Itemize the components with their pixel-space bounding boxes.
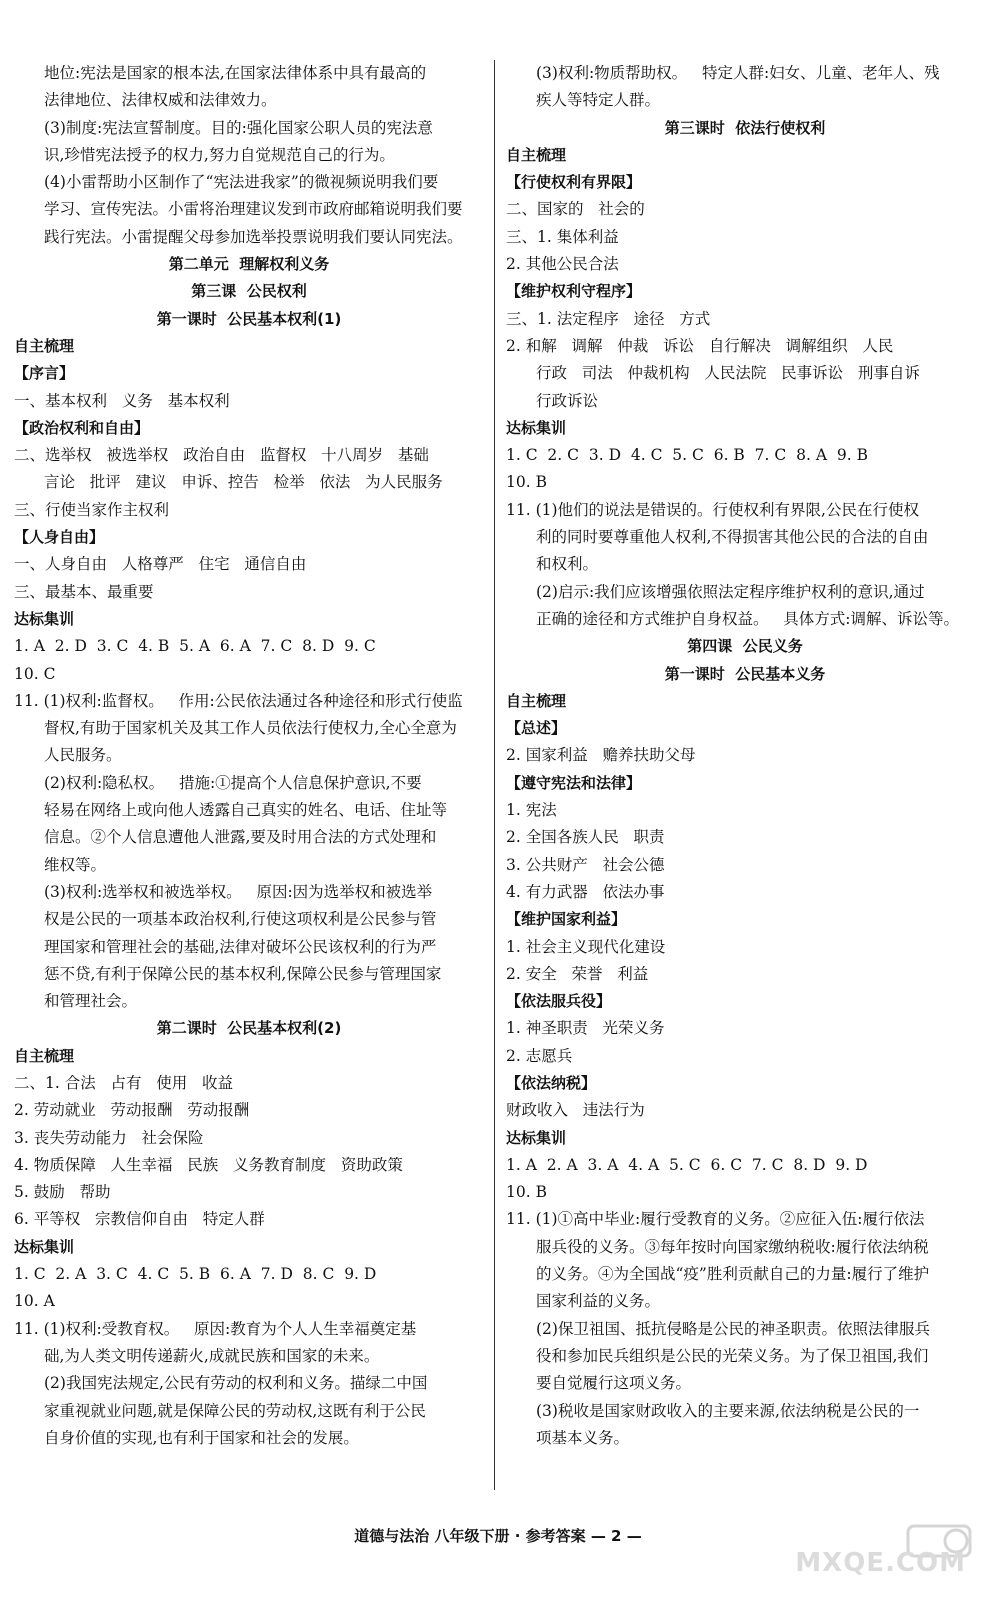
text-line: 三、1. 集体利益 (506, 227, 619, 246)
text-line: (2)保卫祖国、抵抗侵略是公民的神圣职责。依照法律服兵 (536, 1319, 930, 1338)
subheading: 达标集训 (14, 1237, 75, 1256)
text-line: 二、1. 合法 占有 使用 收益 (14, 1073, 234, 1092)
text-line: 行政诉讼 (536, 391, 599, 410)
text-line: 识,珍惜宪法授予的权力,努力自觉规范自己的行为。 (44, 145, 395, 164)
text-line: 家重视就业问题,就是保障公民的劳动权,这既有利于公民 (44, 1401, 426, 1420)
watermark-logo (795, 1524, 978, 1586)
text-line: 5. 鼓励 帮助 (14, 1183, 111, 1202)
subheading: 【维护权利守程序】 (506, 282, 642, 301)
text-line: 二、国家的 社会的 (506, 200, 645, 219)
text-line: 2. 国家利益 赡养扶助父母 (506, 746, 696, 765)
text-line: 信息。②个人信息遭他人泄露,要及时用合法的方式处理和 (44, 828, 437, 847)
text-line: (3)权利:选举权和被选举权。 原因:因为选举权和被选举 (44, 882, 433, 901)
text-line: (3)税收是国家财政收入的主要来源,依法纳税是公民的一 (536, 1401, 920, 1420)
text-line: 的义务。④为全国战“疫”胜利贡献自己的力量:履行了维护 (536, 1265, 930, 1284)
text-line: (4)小雷帮助小区制作了“宪法进我家”的微视频说明我们要 (44, 173, 439, 192)
text-line: 项基本义务。 (536, 1428, 630, 1447)
text-line: 一、人身自由 人格尊严 住宅 通信自由 (14, 555, 307, 574)
text-line: 三、最基本、最重要 (14, 582, 154, 601)
watermark-text: MXQE.COM (795, 1548, 966, 1578)
text-line: 自身价值的实现,也有利于国家和社会的发展。 (44, 1428, 359, 1447)
text-line: 利的同时要尊重他人权利,不得损害其他公民的合法的自由 (536, 528, 929, 547)
text-line: 二、选举权 被选举权 政治自由 监督权 十八周岁 基础 (14, 446, 429, 465)
text-line: 2. 其他公民合法 (506, 255, 619, 274)
section-heading: 第三课时 依法行使权利 (664, 118, 826, 137)
text-line: 法律地位、法律权威和法律效力。 (44, 91, 277, 110)
text-line: 4. 物质保障 人生幸福 民族 义务教育制度 资助政策 (14, 1155, 403, 1174)
text-line: 三、行使当家作主权利 (14, 500, 170, 519)
text-line: 学习、宣传宪法。小雷将治理建议发到市政府邮箱说明我们要 (44, 200, 463, 219)
text-line: (3)权利:物质帮助权。 特定人群:妇女、儿童、老年人、残 (536, 64, 940, 82)
section-heading: 第四课 公民义务 (687, 637, 803, 656)
text-line: 10. B (506, 473, 547, 492)
text-line: (2)权利:隐私权。 措施:①提高个人信息保护意识,不要 (44, 773, 422, 792)
text-line: 3. 公共财产 社会公德 (506, 855, 665, 874)
text-line: 1. 宪法 (506, 801, 557, 820)
text-line: 础,为人类文明传递薪火,成就民族和国家的未来。 (44, 1346, 380, 1365)
text-line: 维权等。 (44, 855, 107, 874)
text-line: 人民服务。 (44, 746, 122, 765)
text-line: 要自觉履行这项义务。 (536, 1374, 692, 1393)
text-line: 言论 批评 建议 申诉、控告 检举 依法 为人民服务 (44, 473, 443, 492)
subheading: 【总述】 (506, 719, 567, 738)
subheading: 【人身自由】 (14, 528, 105, 547)
text-line: 和权利。 (536, 555, 599, 574)
text-line: 服兵役的义务。③每年按时向国家缴纳税收:履行依法纳税 (536, 1237, 929, 1256)
section-heading: 第一课时 公民基本义务 (664, 664, 826, 683)
text-line: 11. (1)权利:受教育权。 原因:教育为个人人生幸福奠定基 (14, 1319, 417, 1338)
subheading: 【遵守宪法和法律】 (506, 773, 642, 792)
subheading: 【维护国家利益】 (506, 910, 627, 929)
subheading: 自主梳理 (14, 1046, 75, 1065)
right-column (506, 60, 984, 1452)
text-line: 惩不贷,有利于保障公民的基本权利,保障公民参与管理国家 (44, 964, 442, 983)
text-line: 理国家和管理社会的基础,法律对破坏公民该权利的行为严 (44, 937, 437, 956)
text-line: 11. (1)权利:监督权。 作用:公民依法通过各种途径和形式行使监 (14, 691, 463, 710)
subheading: 【依法服兵役】 (506, 992, 612, 1011)
text-line: (2)我国宪法规定,公民有劳动的权利和义务。描绿二中国 (44, 1374, 428, 1393)
text-line: 1. A 2. D 3. C 4. B 5. A 6. A 7. C 8. D 9. C (14, 637, 376, 656)
text-line: 疾人等特定人群。 (536, 91, 661, 110)
text-line: 一、基本权利 义务 基本权利 (14, 391, 230, 410)
text-line: 财政收入 违法行为 (506, 1101, 645, 1120)
text-line: 三、1. 法定程序 途径 方式 (506, 309, 711, 328)
text-line: (2)启示:我们应该增强依照法定程序维护权利的意识,通过 (536, 582, 925, 601)
text-line: 1. C 2. A 3. C 4. C 5. B 6. A 7. D 8. C 9. D (14, 1265, 377, 1284)
text-line: 1. C 2. C 3. D 4. C 5. C 6. B 7. C 8. A 9. B (506, 446, 868, 465)
text-line: (3)制度:宪法宣誓制度。目的:强化国家公职人员的宪法意 (44, 118, 433, 137)
text-line: 11. (1)他们的说法是错误的。行使权利有界限,公民在行使权 (506, 500, 919, 519)
section-heading: 第三课 公民权利 (191, 282, 307, 301)
text-line: 2. 全国各族人民 职责 (506, 828, 665, 847)
text-line: 2. 安全 荣誉 利益 (506, 964, 649, 983)
text-line: 督权,有助于国家机关及其工作人员依法行使权力,全心全意为 (44, 719, 457, 738)
text-line: 10. B (506, 1183, 547, 1202)
subheading: 自主梳理 (506, 691, 567, 710)
text-line: 11. (1)①高中毕业:履行受教育的义务。②应征入伍:履行依法 (506, 1210, 925, 1229)
text-line: 1. 神圣职责 光荣义务 (506, 1019, 665, 1038)
text-line: 役和参加民兵组织是公民的光荣义务。为了保卫祖国,我们 (536, 1346, 929, 1365)
text-line: 1. A 2. A 3. A 4. A 5. C 6. C 7. C 8. D 9. D (506, 1155, 868, 1174)
section-heading: 第二单元 理解权利义务 (168, 255, 330, 274)
text-line: 和管理社会。 (44, 992, 138, 1011)
text-line: 2. 和解 调解 仲裁 诉讼 自行解决 调解组织 人民 (506, 336, 894, 355)
text-line: 10. C (14, 664, 56, 683)
text-line: 行政 司法 仲裁机构 人民法院 民事诉讼 刑事自诉 (536, 364, 920, 383)
subheading: 达标集训 (506, 1128, 567, 1147)
column-divider (494, 60, 495, 1490)
text-line: 3. 丧失劳动能力 社会保险 (14, 1128, 204, 1147)
subheading: 【行使权利有界限】 (506, 173, 642, 192)
text-line: 10. A (14, 1292, 55, 1311)
page-footer: 道德与法治 八年级下册 · 参考答案 — 2 — (354, 1527, 642, 1545)
text-line: 1. 社会主义现代化建设 (506, 937, 666, 956)
text-line: 轻易在网络上或向他人透露自己真实的姓名、电话、住址等 (44, 801, 448, 820)
text-line: 2. 志愿兵 (506, 1046, 573, 1065)
subheading: 达标集训 (506, 418, 567, 437)
subheading: 【依法纳税】 (506, 1073, 597, 1092)
section-heading: 第二课时 公民基本权利(2) (156, 1019, 342, 1038)
section-heading: 第一课时 公民基本权利(1) (156, 309, 342, 328)
subheading: 【政治权利和自由】 (14, 418, 150, 437)
text-line: 6. 平等权 宗教信仰自由 特定人群 (14, 1210, 265, 1229)
subheading: 达标集训 (14, 609, 75, 628)
subheading: 自主梳理 (506, 145, 567, 164)
text-line: 地位:宪法是国家的根本法,在国家法律体系中具有最高的 (44, 64, 427, 82)
text-line: 正确的途径和方式维护自身权益。 具体方式:调解、诉讼等。 (536, 609, 960, 628)
text-line: 4. 有力武器 依法办事 (506, 882, 665, 901)
left-column (14, 60, 484, 1452)
text-line: 国家利益的义务。 (536, 1292, 661, 1311)
subheading: 自主梳理 (14, 336, 75, 355)
text-line: 权是公民的一项基本政治权利,行使这项权利是公民参与管 (44, 910, 437, 929)
text-line: 2. 劳动就业 劳动报酬 劳动报酬 (14, 1101, 250, 1120)
text-line: 践行宪法。小雷提醒父母参加选举投票说明我们要认同宪法。 (44, 227, 463, 246)
subheading: 【序言】 (14, 364, 75, 383)
